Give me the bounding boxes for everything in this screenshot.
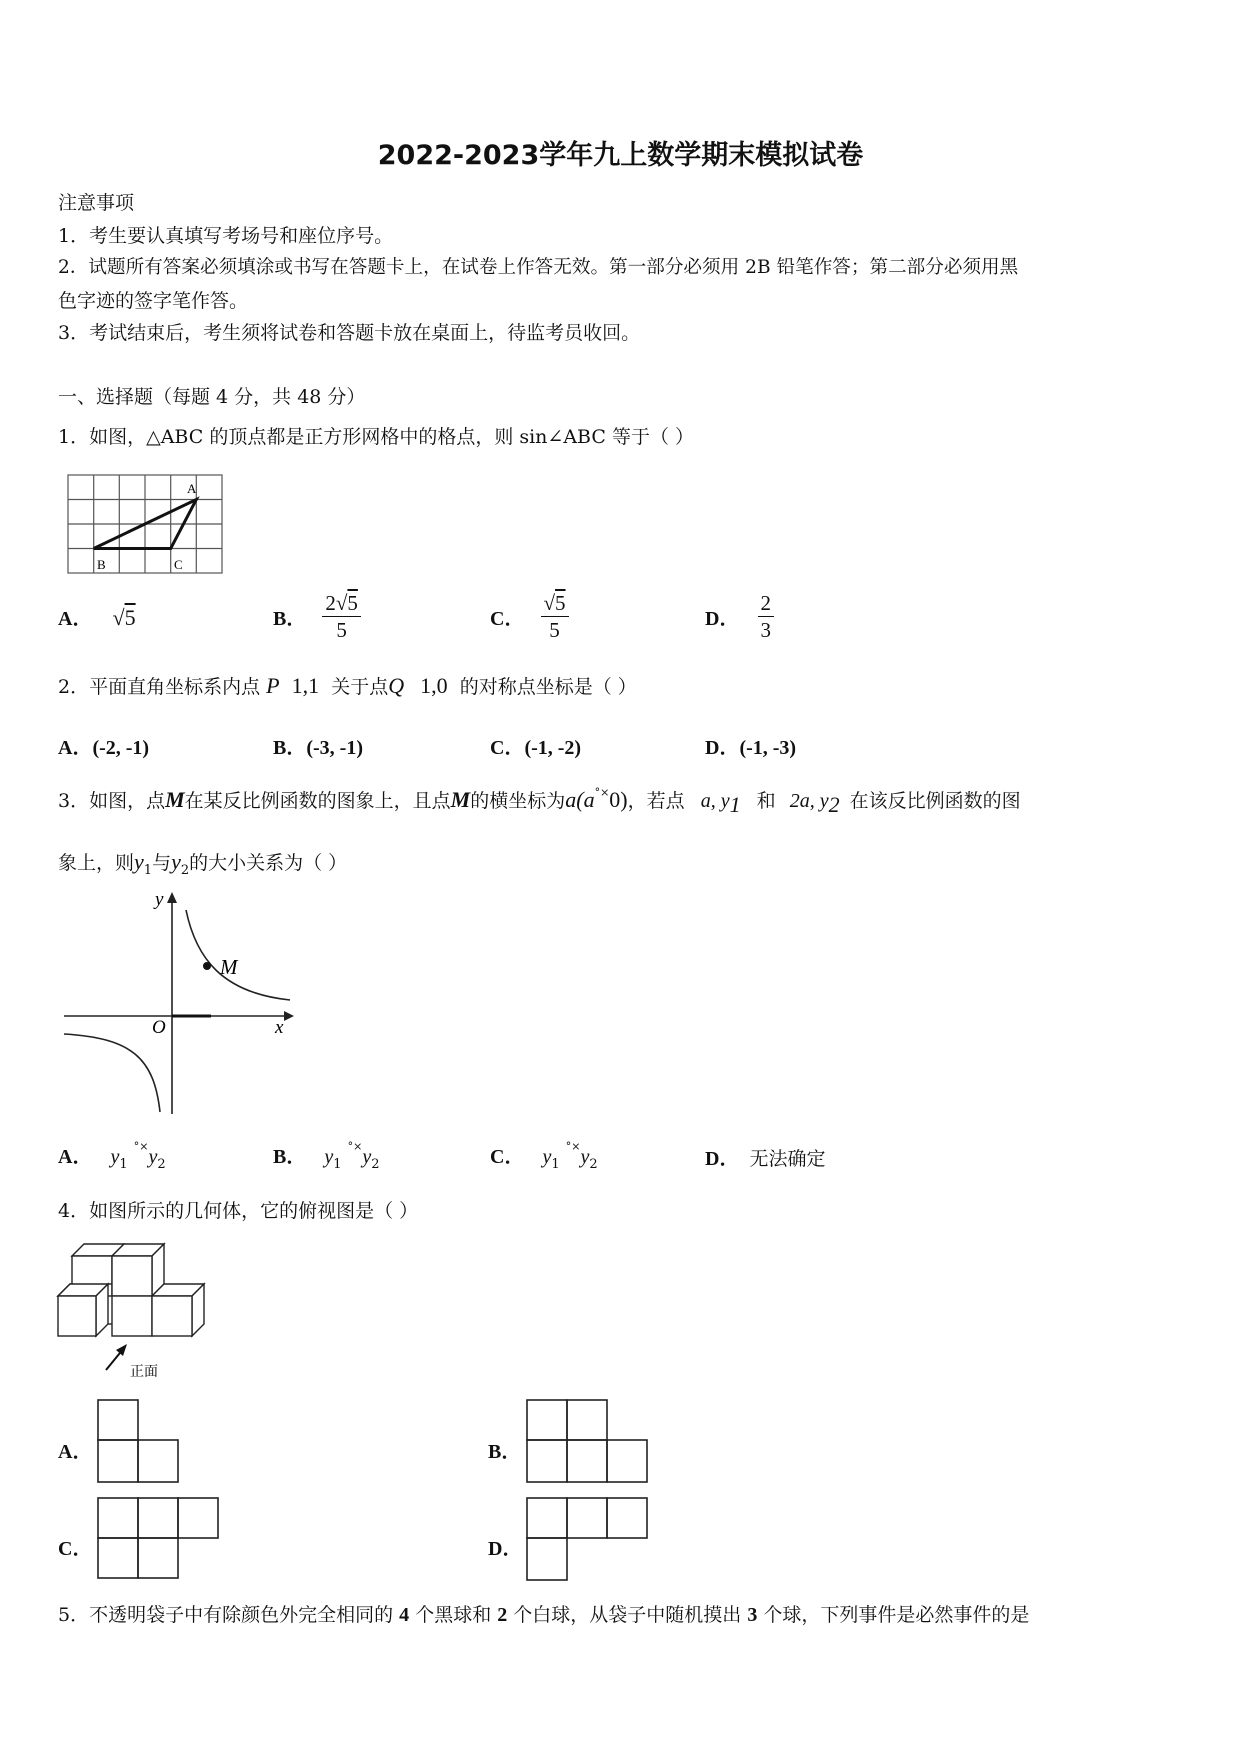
q3-text-c: 的横坐标为	[470, 790, 566, 812]
y1: y	[324, 1146, 334, 1168]
q3-text-line2	[58, 848, 347, 878]
q2-option-d	[705, 731, 796, 760]
q1-option-d	[705, 590, 774, 643]
fig-label-m: M	[220, 955, 238, 979]
denominator: 5	[336, 618, 347, 642]
q3-text-line1	[58, 786, 1021, 818]
q4-text: 4．如图所示的几何体，它的俯视图是（ ）	[58, 1200, 419, 1222]
sub-2: 2	[589, 1156, 598, 1172]
point-p: P	[266, 673, 280, 698]
sub-1: 1	[551, 1156, 560, 1172]
numerator: 2	[758, 590, 775, 617]
q3-option-b	[273, 1140, 380, 1172]
q1-fig-label-c: C	[174, 557, 183, 572]
abscissa-cond: 0)	[609, 787, 628, 812]
q3-option-a	[58, 1140, 166, 1172]
point-q: Q	[388, 673, 405, 698]
point-m: M	[165, 787, 185, 812]
page-title: 2022-2023学年九上数学期末模拟试卷	[377, 140, 864, 171]
q4-solid-figure	[56, 1240, 216, 1380]
q5-text-d: 个球，下列事件是必然事件的是	[763, 1604, 1030, 1626]
notice-heading: 注意事项	[58, 192, 135, 214]
q1-text: 1．如图，△ABC 的顶点都是正方形网格中的格点，则 sin∠ABC 等于（ ）	[58, 426, 694, 448]
option-label: C．	[490, 608, 525, 630]
option-label: A．	[58, 737, 93, 759]
q1-option-a: A． √5	[58, 605, 136, 630]
q3-text-d: ，若点	[627, 790, 685, 812]
option-label: A．	[58, 1146, 93, 1168]
q4-option-d-figure	[525, 1496, 651, 1584]
num-coef: 2	[325, 591, 336, 615]
section-heading: 一、选择题（每题 4 分，共 48 分）	[58, 386, 366, 408]
option-label: B．	[273, 737, 307, 759]
q5-text-b: 个黑球和	[415, 1604, 492, 1626]
front-label: 正面	[130, 1365, 158, 1380]
option-label: B．	[273, 608, 307, 630]
sub-1: 1	[119, 1156, 128, 1172]
notice-item-1: 1．考生要认真填写考场号和座位序号。	[58, 225, 394, 247]
option-label: D．	[705, 1148, 740, 1170]
notice-item-2: 2．试题所有答案必须填涂或书写在答题卡上，在试卷上作答无效。第一部分必须用 2B 铅笔作答；第二部分必须用黑	[58, 257, 1019, 278]
option-label: C．	[490, 1146, 525, 1168]
y2: y	[580, 1146, 590, 1168]
option-text: 无法确定	[749, 1148, 826, 1170]
q5-count-white: 2	[497, 1604, 508, 1626]
sub-1: 1	[333, 1156, 342, 1172]
sub-1: 1	[143, 862, 153, 878]
radicand: 5	[124, 605, 136, 630]
y2: y	[171, 849, 181, 874]
option-label: D．	[705, 737, 740, 759]
q5-text-c: 个白球，从袋子中随机摸出	[513, 1604, 742, 1626]
abscissa: a(a	[565, 787, 595, 812]
q2-text-a: 2．平面直角坐标系内点	[58, 676, 261, 698]
q5-text-a: 5．不透明袋子中有除颜色外完全相同的	[58, 1604, 394, 1626]
q3-text-b: 在某反比例函数的图象上，且点	[184, 790, 451, 812]
q2-text	[58, 672, 637, 699]
q4-option-b-label: B．	[488, 1441, 522, 1463]
q1-fig-label-a: A	[187, 481, 197, 496]
unclear-symbol-icon: °×	[133, 1140, 149, 1153]
q1-grid-figure	[66, 473, 226, 577]
q4-option-c-figure	[96, 1496, 222, 1582]
denominator: 5	[549, 618, 560, 642]
num-radicand: 5	[555, 591, 566, 615]
y1: y	[542, 1146, 552, 1168]
y2: y	[362, 1146, 372, 1168]
q3-text-e: 和	[756, 790, 776, 812]
point-q-coords: 1,0	[420, 673, 448, 698]
q3-line2-b: 与	[152, 852, 172, 874]
unclear-symbol-icon: °×	[565, 1140, 581, 1153]
sub-2: 2	[828, 791, 840, 817]
q5-text	[58, 1600, 1029, 1627]
option-label: B．	[273, 1146, 307, 1168]
option-value: (-2, -1)	[92, 737, 150, 759]
q3-hyperbola-figure	[62, 888, 302, 1118]
option-label: C．	[490, 737, 525, 759]
q4-option-a-label: A．	[58, 1441, 93, 1463]
q5-count-black: 4	[399, 1604, 410, 1626]
q3-line2-a: 象上，则	[58, 852, 135, 874]
option-value: (-3, -1)	[306, 737, 363, 759]
sub-2: 2	[180, 862, 190, 878]
q3-text-f: 在该反比例函数的图	[849, 790, 1021, 812]
option-value: (-1, -3)	[739, 737, 797, 759]
fig-label-o: O	[152, 1017, 166, 1038]
sub-2: 2	[157, 1156, 166, 1172]
option-label: D．	[705, 608, 740, 630]
sub-2: 2	[371, 1156, 380, 1172]
q4-option-b-figure	[525, 1398, 651, 1486]
q1-fig-label-b: B	[97, 557, 106, 572]
point-p-coords: 1,1	[291, 673, 320, 698]
q1-option-c: C． $\frac{√5}{5}$	[490, 590, 569, 643]
q4-option-d-label: D．	[488, 1538, 523, 1560]
q4-option-a-figure	[96, 1398, 182, 1486]
denominator: 3	[760, 618, 771, 642]
fig-label-y: y	[155, 889, 164, 910]
q2-option-c	[490, 731, 581, 760]
q3-line2-c: 的大小关系为（ ）	[189, 852, 348, 874]
q5-count-drawn: 3	[747, 1604, 758, 1626]
y2: y	[148, 1146, 158, 1168]
notice-item-3: 3．考试结束后，考生须将试卷和答题卡放在桌面上，待监考员收回。	[58, 322, 641, 344]
unclear-symbol-icon: °×	[347, 1140, 363, 1153]
q3-text-a: 3．如图，点	[58, 790, 166, 812]
q2-option-b	[273, 731, 363, 760]
point-m-ref: M	[450, 787, 471, 812]
unclear-symbol-icon: °×	[594, 786, 610, 799]
q2-option-a	[58, 731, 149, 760]
q3-option-d	[705, 1142, 826, 1171]
point-m-dot	[203, 962, 211, 970]
y1: y	[134, 849, 144, 874]
sub-1: 1	[729, 791, 741, 817]
y1: y	[110, 1146, 120, 1168]
point-2: 2a, y	[789, 790, 829, 812]
fig-label-x: x	[275, 1017, 284, 1038]
num-radicand: 5	[347, 591, 358, 615]
notice-item-2-cont: 色字迹的签字笔作答。	[58, 290, 249, 312]
q3-option-c	[490, 1140, 598, 1172]
q2-text-c: 的对称点坐标是（ ）	[459, 676, 637, 698]
q2-text-b: 关于点	[331, 676, 389, 698]
q4-option-c-label: C．	[58, 1538, 93, 1560]
point-1: a, y	[700, 790, 730, 812]
q1-option-b: B． $\frac{2√5}{5}$	[273, 590, 361, 643]
option-value: (-1, -2)	[524, 737, 582, 759]
option-label: A．	[58, 608, 93, 630]
